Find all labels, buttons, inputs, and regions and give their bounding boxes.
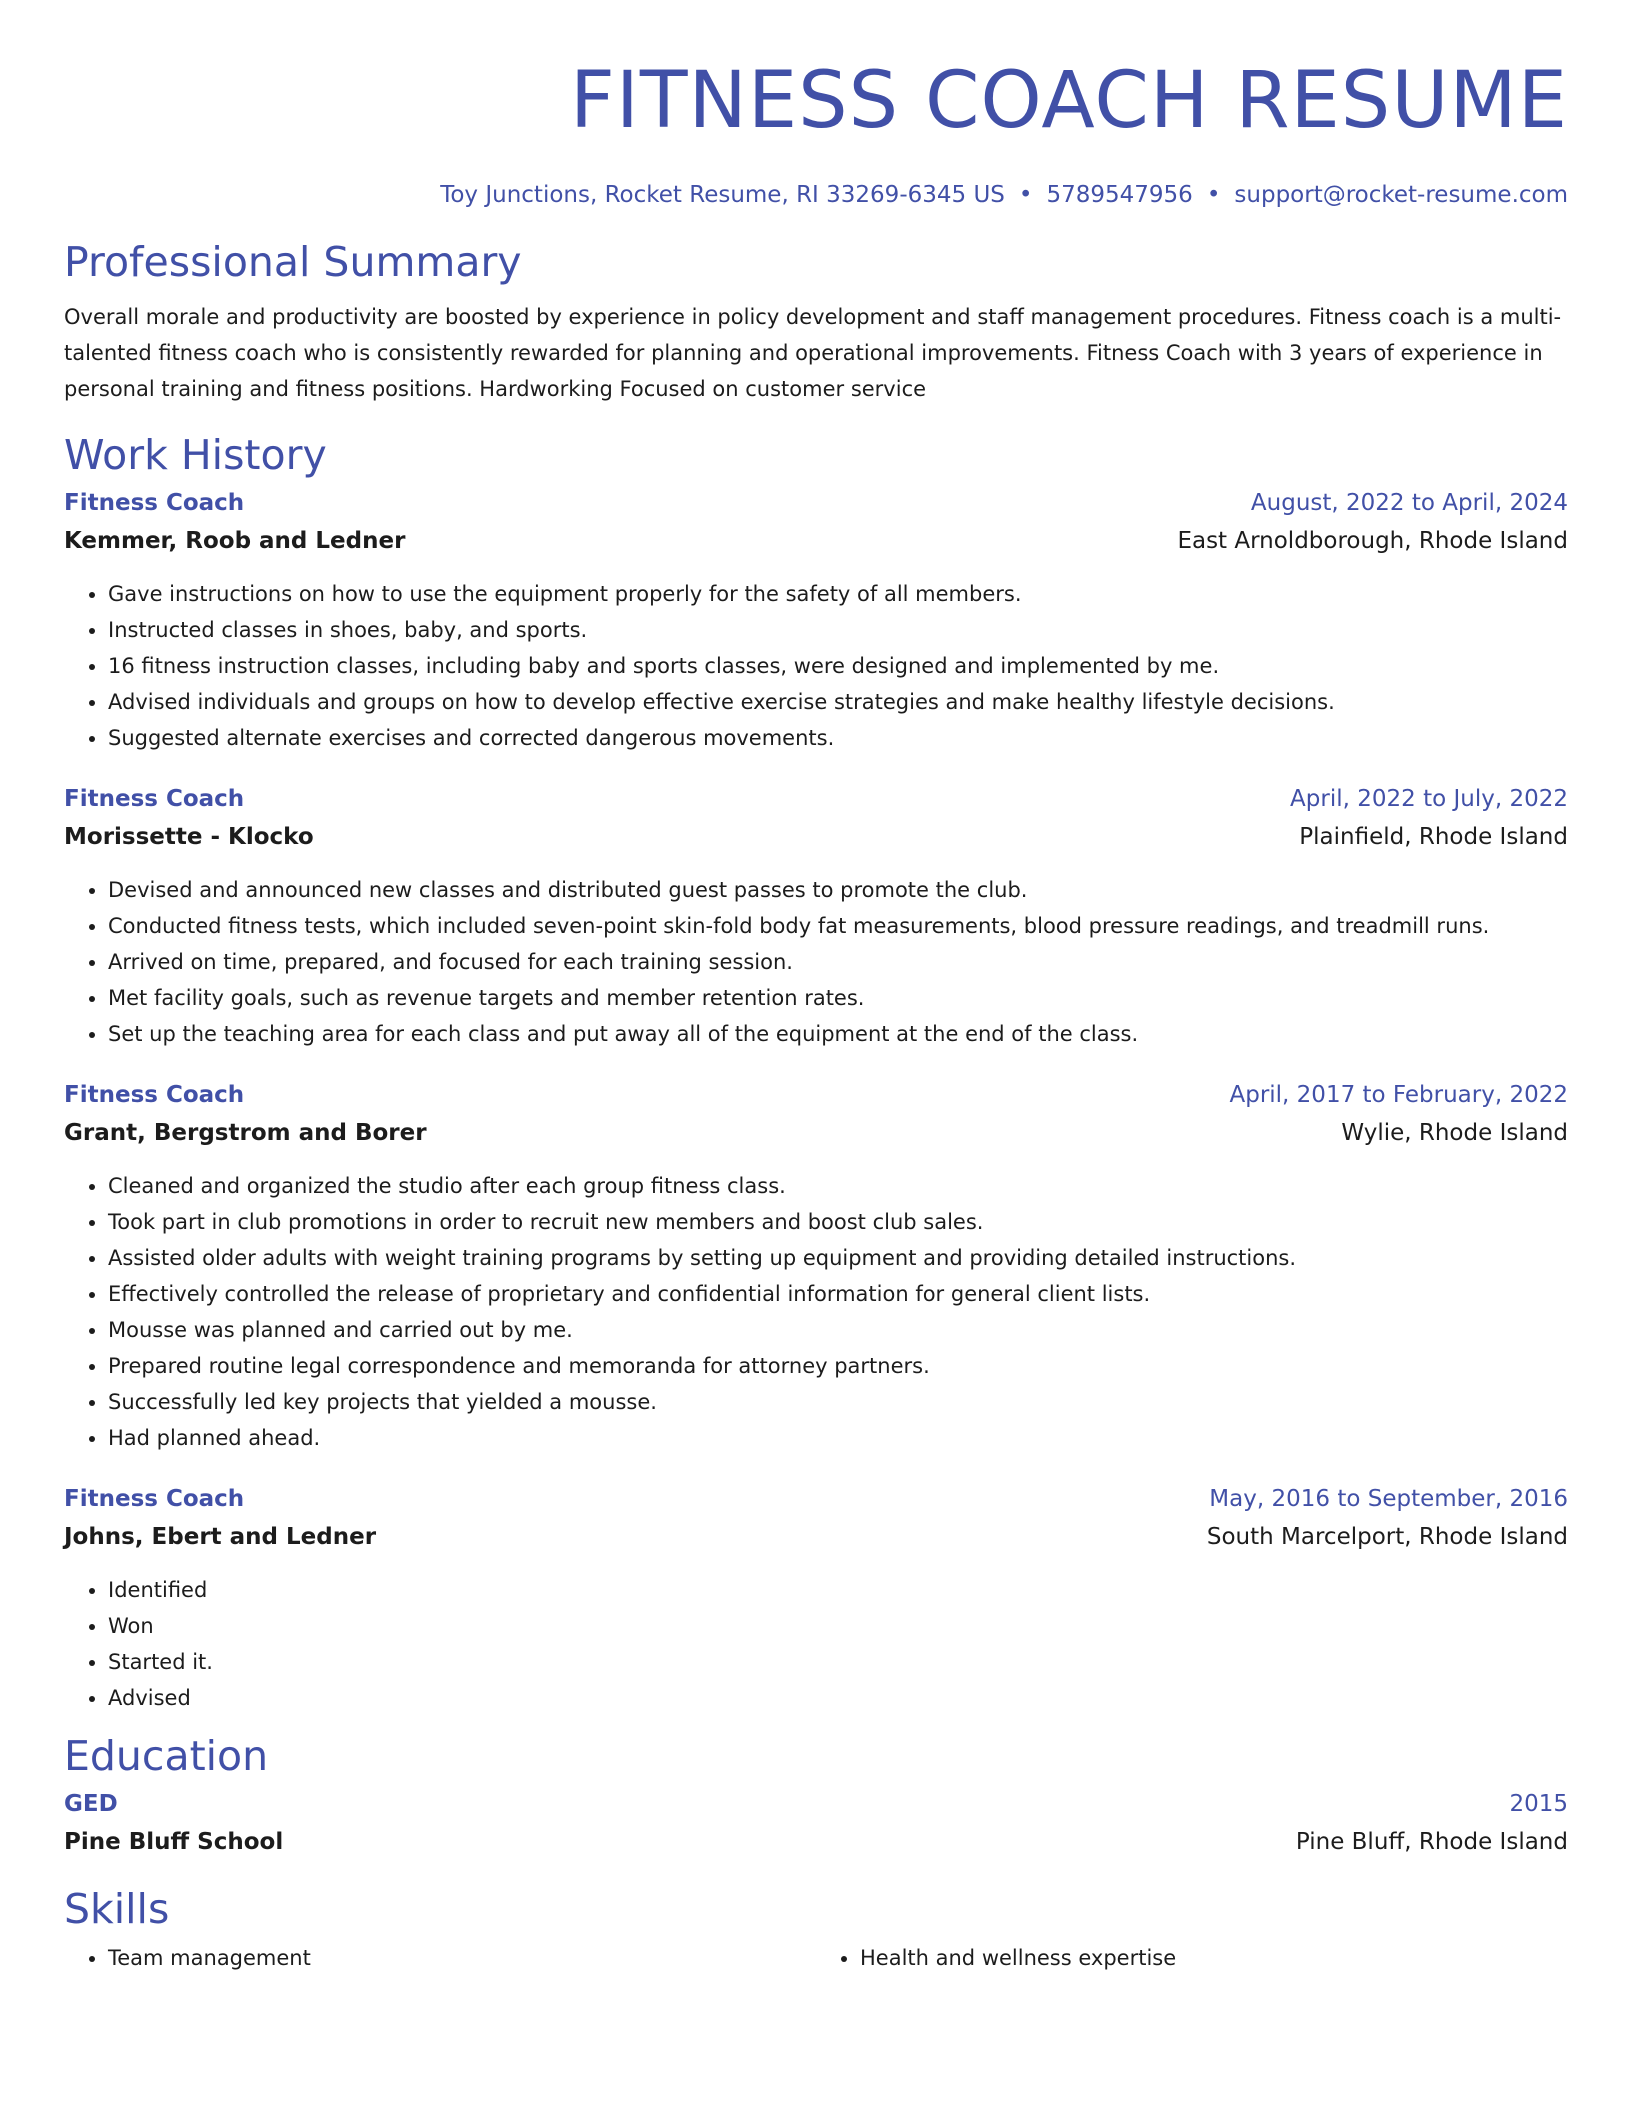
list-item: • Met facility goals, such as revenue targets and member retention rates. — [108, 980, 1568, 1016]
job-bullets — [64, 1168, 1568, 1456]
list-item: • 16 fitness instruction classes, including baby and sports classes, were designed and implemented by me. — [108, 648, 1568, 684]
job-title: Fitness Coach — [64, 786, 245, 813]
education-year: 2015 — [1509, 1791, 1568, 1818]
list-item: • Assisted older adults with weight training programs by setting up equipment and providing detailed instructions. — [108, 1240, 1568, 1276]
list-item: • Health and wellness expertise — [860, 1940, 1568, 1976]
list-item: • Arrived on time, prepared, and focused for each training session. — [108, 944, 1568, 980]
degree-name: GED — [64, 1791, 118, 1818]
job-dates: May, 2016 to September, 2016 — [1209, 1486, 1568, 1513]
list-item: • Team management — [108, 1940, 816, 1976]
skills-list-left — [64, 1940, 816, 1976]
list-item: • Conducted fitness tests, which included seven-point skin-fold body fat measurements, blood pressure readings, and treadmill runs. — [108, 908, 1568, 944]
list-item: • Instructed classes in shoes, baby, and sports. — [108, 612, 1568, 648]
job-dates: April, 2017 to February, 2022 — [1229, 1082, 1568, 1109]
job-bullets — [64, 1572, 1568, 1716]
job-bullets — [64, 576, 1568, 756]
job-dates: April, 2022 to July, 2022 — [1290, 786, 1568, 813]
job-location: Wylie, Rhode Island — [1341, 1120, 1568, 1147]
list-item: • Devised and announced new classes and distributed guest passes to promote the club. — [108, 872, 1568, 908]
job-dates: August, 2022 to April, 2024 — [1250, 490, 1568, 517]
work-history-heading: Work History — [64, 431, 327, 480]
skills-section — [64, 1887, 1568, 1976]
school-location: Pine Bluff, Rhode Island — [1295, 1829, 1568, 1856]
job-title: Fitness Coach — [64, 1082, 245, 1109]
list-item: • Prepared routine legal correspondence and memoranda for attorney partners. — [108, 1348, 1568, 1384]
list-item: • Successfully led key projects that yielded a mousse. — [108, 1384, 1568, 1420]
school-name: Pine Bluff School — [64, 1829, 284, 1856]
education-heading: Education — [64, 1732, 269, 1781]
job-title: Fitness Coach — [64, 490, 245, 517]
job-bullets — [64, 872, 1568, 1052]
job-location: East Arnoldborough, Rhode Island — [1177, 528, 1568, 555]
list-item: • Gave instructions on how to use the equipment properly for the safety of all members. — [108, 576, 1568, 612]
list-item: • Mousse was planned and carried out by me. — [108, 1312, 1568, 1348]
list-item: • Started it. — [108, 1644, 1568, 1680]
company-name: Grant, Bergstrom and Borer — [64, 1120, 427, 1147]
list-item: • Cleaned and organized the studio after each group fitness class. — [108, 1168, 1568, 1204]
skills-heading: Skills — [64, 1885, 170, 1934]
summary-section — [64, 240, 1568, 407]
resume-title: FITNESS COACH RESUME — [569, 56, 1568, 146]
job-entry — [64, 1480, 1568, 1716]
job-entry — [64, 484, 1568, 756]
company-name: Johns, Ebert and Ledner — [64, 1524, 377, 1551]
job-title: Fitness Coach — [64, 1486, 245, 1513]
list-item: • Identified — [108, 1572, 1568, 1608]
list-item: • Had planned ahead. — [108, 1420, 1568, 1456]
work-history-section — [64, 433, 1568, 1716]
list-item: • Effectively controlled the release of proprietary and confidential information for general client lists. — [108, 1276, 1568, 1312]
skills-list-right — [816, 1940, 1568, 1976]
company-name: Morissette - Klocko — [64, 824, 314, 851]
contact-separator: • — [1206, 182, 1221, 208]
list-item: • Advised — [108, 1680, 1568, 1716]
contact-address: Toy Junctions, Rocket Resume, RI 33269-6345 US — [440, 182, 1005, 208]
list-item: • Advised individuals and groups on how to develop effective exercise strategies and make healthy lifestyle decisions. — [108, 684, 1568, 720]
list-item: • Set up the teaching area for each class and put away all of the equipment at the end of the class. — [108, 1016, 1568, 1052]
list-item: • Took part in club promotions in order to recruit new members and boost club sales. — [108, 1204, 1568, 1240]
job-location: South Marcelport, Rhode Island — [1206, 1524, 1568, 1551]
list-item: • Suggested alternate exercises and corrected dangerous movements. — [108, 720, 1568, 756]
summary-text: Overall morale and productivity are boosted by experience in policy development and staff management procedures. Fitness coach is a multi-talented fitness coach who is consistently rewarded for planning and operational improvements. Fitness Coach with 3 years of experience in personal training and fitness positions. Hardworking Focused on customer service — [64, 305, 1562, 402]
job-entry — [64, 780, 1568, 1052]
skills-grid — [64, 1940, 1568, 1976]
education-section — [64, 1734, 1568, 1861]
contact-separator: • — [1018, 182, 1033, 208]
list-item: • Won — [108, 1608, 1568, 1644]
company-name: Kemmer, Roob and Ledner — [64, 528, 406, 555]
job-location: Plainfield, Rhode Island — [1299, 824, 1568, 851]
summary-heading: Professional Summary — [64, 238, 522, 286]
contact-email: support@rocket-resume.com — [1234, 182, 1568, 208]
job-entry — [64, 1076, 1568, 1456]
contact-line — [64, 180, 1568, 210]
contact-phone: 5789547956 — [1046, 182, 1193, 208]
